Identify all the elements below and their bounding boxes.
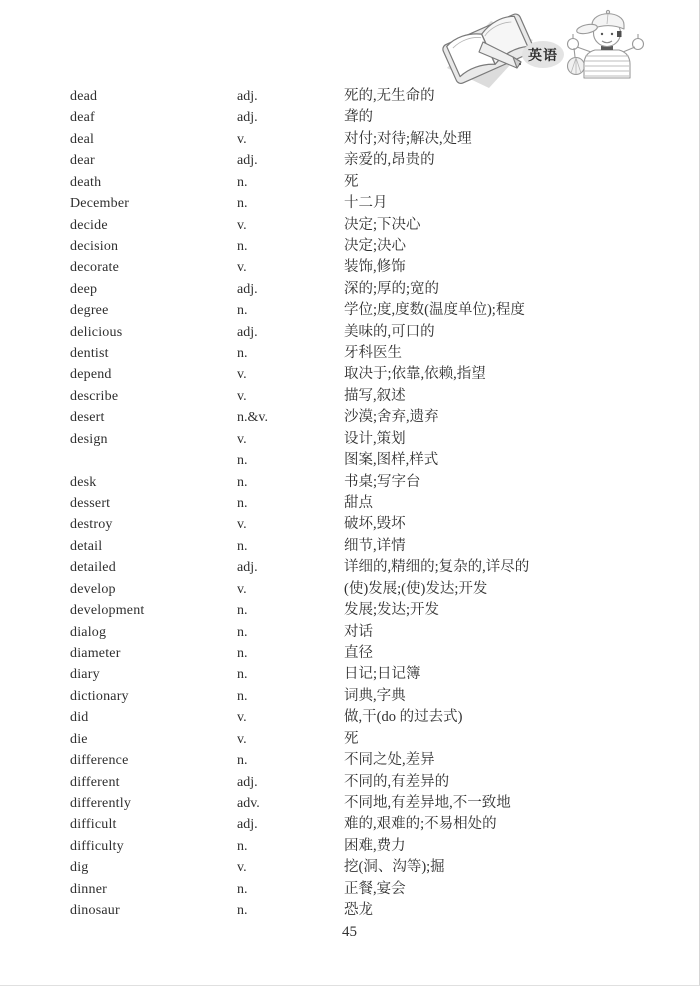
chinese-definition: 死的,无生命的 bbox=[344, 88, 435, 104]
word-row bbox=[70, 557, 670, 578]
english-word: decorate bbox=[70, 260, 120, 276]
chinese-definition: 词典,字典 bbox=[344, 687, 406, 704]
english-word: December bbox=[70, 196, 130, 212]
chinese-definition: 详细的,精细的;复杂的,详尽的 bbox=[344, 559, 530, 576]
part-of-speech: v. bbox=[237, 388, 247, 404]
part-of-speech: n. bbox=[237, 474, 248, 490]
english-word: dialog bbox=[70, 624, 107, 640]
english-word: differently bbox=[70, 795, 132, 811]
english-word: dessert bbox=[70, 496, 111, 512]
chinese-definition: 装饰,修饰 bbox=[344, 259, 406, 276]
chinese-definition: 深的;厚的;宽的 bbox=[344, 280, 440, 297]
word-row bbox=[70, 857, 670, 878]
part-of-speech: adj. bbox=[237, 110, 258, 126]
chinese-definition: 沙漠;舍弃,遗弃 bbox=[344, 409, 439, 426]
word-row bbox=[70, 707, 670, 728]
word-row bbox=[70, 643, 670, 664]
chinese-definition: 困难,费力 bbox=[344, 837, 406, 854]
word-row bbox=[70, 386, 670, 407]
word-row bbox=[70, 429, 670, 450]
chinese-definition: 细节,详情 bbox=[344, 537, 406, 554]
chinese-definition: 难的,艰难的;不易相处的 bbox=[344, 816, 497, 833]
word-row bbox=[70, 814, 670, 835]
part-of-speech: n. bbox=[237, 496, 248, 512]
part-of-speech: adj. bbox=[237, 774, 258, 790]
part-of-speech: n. bbox=[237, 903, 248, 919]
part-of-speech: adv. bbox=[237, 795, 260, 811]
chinese-definition: 破坏,毁坏 bbox=[344, 516, 406, 533]
word-row bbox=[70, 686, 670, 707]
english-word: deep bbox=[70, 281, 98, 297]
part-of-speech: adj. bbox=[237, 324, 258, 340]
chinese-definition: 死 bbox=[344, 173, 359, 190]
part-of-speech: n. bbox=[237, 603, 248, 619]
english-word: dictionary bbox=[70, 688, 129, 704]
page-number: 45 bbox=[342, 924, 357, 940]
word-row bbox=[70, 579, 670, 600]
chinese-definition: 学位;度,度数(温度单位);程度 bbox=[344, 302, 525, 319]
word-row bbox=[70, 450, 670, 471]
english-word: difficult bbox=[70, 817, 117, 833]
chinese-definition: 日记;日记簿 bbox=[344, 666, 421, 683]
word-row bbox=[70, 364, 670, 385]
chinese-definition: 发展;发达;开发 bbox=[344, 602, 440, 619]
part-of-speech: adj. bbox=[237, 817, 258, 833]
english-word: design bbox=[70, 431, 108, 447]
part-of-speech: n. bbox=[237, 624, 248, 640]
english-word: desert bbox=[70, 410, 105, 426]
word-row bbox=[70, 836, 670, 857]
english-word: diameter bbox=[70, 645, 121, 661]
word-row bbox=[70, 257, 670, 278]
word-row bbox=[70, 600, 670, 621]
part-of-speech: adj. bbox=[237, 89, 258, 104]
word-row bbox=[70, 622, 670, 643]
word-row bbox=[70, 664, 670, 685]
english-word: deaf bbox=[70, 110, 95, 126]
english-word: development bbox=[70, 603, 145, 619]
part-of-speech: v. bbox=[237, 860, 247, 876]
english-word: did bbox=[70, 710, 89, 726]
part-of-speech: n. bbox=[237, 753, 248, 769]
part-of-speech: n. bbox=[237, 174, 248, 190]
chinese-definition: 决定;决心 bbox=[344, 237, 407, 254]
chinese-definition: 决定;下决心 bbox=[344, 216, 421, 233]
word-row bbox=[70, 215, 670, 236]
english-word: death bbox=[70, 174, 102, 190]
subject-badge: 英语 bbox=[522, 41, 564, 68]
word-row bbox=[70, 514, 670, 535]
english-word: dead bbox=[70, 89, 98, 104]
chinese-definition: 图案,图样,样式 bbox=[344, 452, 439, 469]
chinese-definition: 美味的,可口的 bbox=[344, 323, 435, 340]
part-of-speech: n. bbox=[237, 538, 248, 554]
chinese-definition: 直径 bbox=[344, 644, 373, 661]
part-of-speech: n. bbox=[237, 346, 248, 362]
part-of-speech: v. bbox=[237, 367, 247, 383]
chinese-definition: 恐龙 bbox=[344, 902, 373, 919]
word-row bbox=[70, 86, 670, 107]
part-of-speech: n. bbox=[237, 645, 248, 661]
english-word: diary bbox=[70, 667, 100, 683]
part-of-speech: adj. bbox=[237, 153, 258, 169]
word-row bbox=[70, 343, 670, 364]
chinese-definition: 做,干(do 的过去式) bbox=[344, 709, 463, 726]
chinese-definition: 设计,策划 bbox=[344, 430, 406, 447]
chinese-definition: 不同之处,差异 bbox=[344, 752, 435, 769]
english-word: develop bbox=[70, 581, 116, 597]
part-of-speech: v. bbox=[237, 517, 247, 533]
chinese-definition: 牙科医生 bbox=[344, 345, 402, 362]
part-of-speech: adj. bbox=[237, 560, 258, 576]
word-row bbox=[70, 493, 670, 514]
part-of-speech: n. bbox=[237, 238, 248, 254]
english-word: dentist bbox=[70, 346, 109, 362]
english-word: depend bbox=[70, 367, 112, 383]
word-row bbox=[70, 772, 670, 793]
english-word: degree bbox=[70, 303, 109, 319]
english-word: dig bbox=[70, 860, 89, 876]
chinese-definition: 对付;对待;解决,处理 bbox=[344, 130, 472, 147]
english-word bbox=[70, 450, 237, 471]
english-word: dinner bbox=[70, 881, 107, 897]
cartoon-boy-icon bbox=[568, 10, 644, 78]
english-word: decide bbox=[70, 217, 108, 233]
word-list bbox=[70, 86, 670, 921]
word-row bbox=[70, 193, 670, 214]
chinese-definition: 甜点 bbox=[344, 495, 373, 512]
chinese-definition: 取决于;依靠,依赖,指望 bbox=[344, 366, 486, 383]
word-row bbox=[70, 472, 670, 493]
chinese-definition: 十二月 bbox=[344, 195, 388, 212]
english-word: describe bbox=[70, 388, 119, 404]
english-word: difficulty bbox=[70, 838, 124, 854]
word-row bbox=[70, 536, 670, 557]
chinese-definition: 描写,叙述 bbox=[344, 387, 406, 404]
chinese-definition: (使)发展;(使)发达;开发 bbox=[344, 580, 488, 597]
english-word: detail bbox=[70, 538, 103, 554]
word-row bbox=[70, 322, 670, 343]
chinese-definition: 不同地,有差异地,不一致地 bbox=[344, 794, 511, 811]
part-of-speech: v. bbox=[237, 217, 247, 233]
chinese-definition: 不同的,有差异的 bbox=[344, 773, 450, 790]
english-word: deal bbox=[70, 131, 95, 147]
english-word: die bbox=[70, 731, 88, 747]
word-row bbox=[70, 793, 670, 814]
part-of-speech: v. bbox=[237, 731, 247, 747]
word-row bbox=[70, 236, 670, 257]
word-row bbox=[70, 150, 670, 171]
word-row bbox=[70, 300, 670, 321]
word-row bbox=[70, 172, 670, 193]
english-word: difference bbox=[70, 753, 129, 769]
english-word: dinosaur bbox=[70, 903, 120, 919]
part-of-speech: n. bbox=[237, 196, 248, 212]
part-of-speech: v. bbox=[237, 260, 247, 276]
english-word: delicious bbox=[70, 324, 123, 340]
chinese-definition: 对话 bbox=[344, 623, 373, 640]
part-of-speech: v. bbox=[237, 131, 247, 147]
part-of-speech: v. bbox=[237, 581, 247, 597]
chinese-definition: 正餐,宴会 bbox=[344, 880, 406, 897]
chinese-definition: 亲爱的,昂贵的 bbox=[344, 152, 435, 169]
english-word: different bbox=[70, 774, 120, 790]
word-row bbox=[70, 107, 670, 128]
part-of-speech: n. bbox=[237, 838, 248, 854]
word-row bbox=[70, 407, 670, 428]
english-word: destroy bbox=[70, 517, 113, 533]
part-of-speech: n. bbox=[237, 453, 248, 469]
chinese-definition: 聋的 bbox=[344, 109, 373, 126]
word-row bbox=[70, 900, 670, 921]
chinese-definition: 挖(洞、沟等);掘 bbox=[344, 859, 445, 876]
word-row bbox=[70, 729, 670, 750]
chinese-definition: 书桌;写字台 bbox=[344, 473, 421, 490]
part-of-speech: n.&v. bbox=[237, 410, 268, 426]
word-row bbox=[70, 129, 670, 150]
part-of-speech: adj. bbox=[237, 281, 258, 297]
part-of-speech: v. bbox=[237, 710, 247, 726]
english-word: desk bbox=[70, 474, 97, 490]
chinese-definition: 死 bbox=[344, 730, 359, 747]
part-of-speech: n. bbox=[237, 303, 248, 319]
english-word: decision bbox=[70, 238, 119, 254]
word-row bbox=[70, 279, 670, 300]
word-row bbox=[70, 750, 670, 771]
part-of-speech: n. bbox=[237, 667, 248, 683]
word-row bbox=[70, 879, 670, 900]
part-of-speech: n. bbox=[237, 688, 248, 704]
part-of-speech: v. bbox=[237, 431, 247, 447]
english-word: detailed bbox=[70, 560, 116, 576]
english-word: dear bbox=[70, 153, 95, 169]
part-of-speech: n. bbox=[237, 881, 248, 897]
